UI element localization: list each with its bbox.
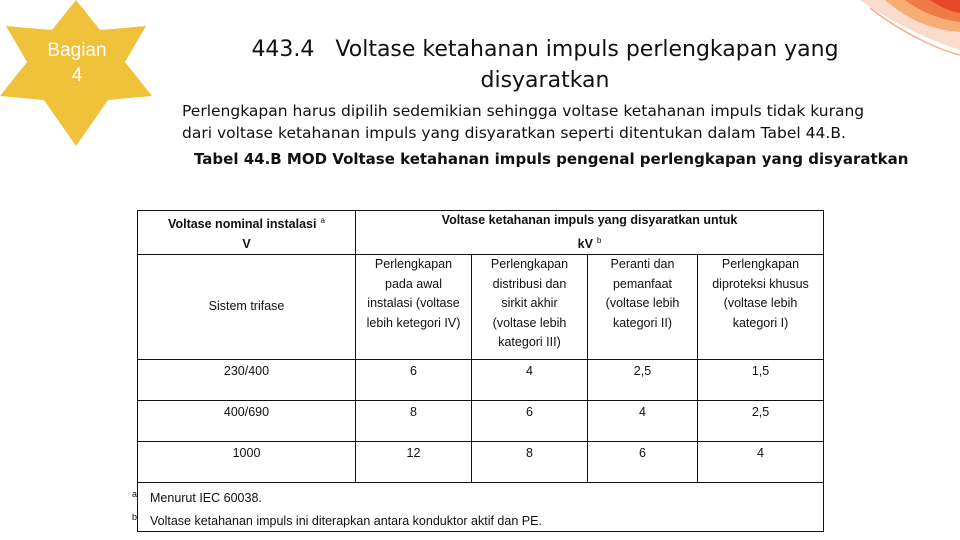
footnotes-row: [138, 483, 824, 532]
category-text: kategori III): [498, 335, 561, 350]
value-cell: 8: [356, 401, 472, 442]
category-cell-iv: [356, 255, 472, 360]
nominal-voltage-header-text: Voltase nominal instalasi: [168, 217, 317, 232]
category-cell-i: [698, 255, 824, 360]
value-cell: 1,5: [698, 360, 824, 401]
section-badge-number: 4: [71, 65, 83, 86]
footnote-text: Voltase ketahanan impuls ini diterapkan antara konduktor aktif dan PE.: [150, 514, 542, 529]
category-text: kategori II): [612, 315, 673, 330]
value-cell: 2,5: [588, 360, 698, 401]
section-badge-label: Bagian: [47, 40, 107, 61]
category-text: diproteksi khusus: [712, 276, 809, 291]
value-cell: 2,5: [698, 401, 824, 442]
table-row: [138, 442, 824, 483]
footnote-text: Menurut IEC 60038.: [150, 491, 262, 506]
category-cell-ii: [588, 255, 698, 360]
category-text: sirkit akhir: [501, 296, 558, 311]
value-cell: 12: [356, 442, 472, 483]
category-text: instalasi (voltase: [367, 296, 460, 311]
value-cell: 8: [472, 442, 588, 483]
withstand-voltage-unit: kV: [577, 236, 593, 251]
body-line-1: Perlengkapan harus dipilih sedemikian sehingga voltase ketahanan impuls tidak kurang: [182, 102, 865, 120]
category-text: kategori I): [732, 315, 789, 330]
nominal-voltage-header: [138, 211, 356, 255]
value-cell: 6: [472, 401, 588, 442]
value-cell: 6: [356, 360, 472, 401]
footnote-b: [128, 508, 821, 531]
table-header-row: [138, 211, 824, 255]
table-row: [138, 401, 824, 442]
category-row: [138, 255, 824, 360]
category-cell-iii: [472, 255, 588, 360]
category-text: Perlengkapan: [374, 257, 453, 272]
slide-title: [205, 34, 885, 96]
category-text: (voltase lebih: [723, 296, 798, 311]
category-text: distribusi dan: [492, 276, 567, 291]
table-caption: Tabel 44.B MOD Voltase ketahanan impuls pengenal perlengkapan yang disyaratkan: [194, 150, 909, 168]
category-text: pada awal: [385, 276, 442, 291]
footnote-mark: b: [132, 512, 138, 523]
footnote-mark-b: b: [596, 235, 602, 245]
footnotes-cell: [132, 483, 824, 532]
category-text: pemanfaat: [612, 276, 673, 291]
section-badge: [30, 38, 124, 88]
category-text: Perlengkapan: [721, 257, 800, 272]
value-cell: 4: [698, 442, 824, 483]
footnote-a: [128, 485, 821, 508]
body-paragraph: [182, 100, 922, 144]
category-text: Perlengkapan: [490, 257, 569, 272]
title-line-1: 443.4 Voltase ketahanan impuls perlengkapan yang: [251, 37, 839, 62]
category-text: lebih ketegori IV): [366, 315, 461, 330]
title-line-2: disyaratkan: [480, 68, 610, 93]
withstand-voltage-header-text: Voltase ketahanan impuls yang disyaratkan untuk: [441, 213, 738, 227]
body-line-2: dari voltase ketahanan impuls yang disyaratkan seperti ditentukan dalam Tabel 44.B.: [182, 124, 846, 142]
value-cell: 4: [472, 360, 588, 401]
system-label-cell: Sistem trifase: [138, 255, 356, 360]
category-text: Peranti dan: [610, 257, 675, 272]
withstand-voltage-header: [356, 211, 824, 255]
value-cell: 6: [588, 442, 698, 483]
footnote-mark: a: [132, 489, 138, 500]
impulse-voltage-table: [132, 210, 824, 532]
voltage-cell: 1000: [138, 442, 356, 483]
footnote-mark-a: a: [320, 216, 325, 225]
category-text: (voltase lebih: [492, 315, 567, 330]
category-text: (voltase lebih: [605, 296, 680, 311]
table-row: [138, 360, 824, 401]
voltage-cell: 230/400: [138, 360, 356, 401]
value-cell: 4: [588, 401, 698, 442]
voltage-cell: 400/690: [138, 401, 356, 442]
nominal-voltage-unit: V: [242, 236, 251, 251]
